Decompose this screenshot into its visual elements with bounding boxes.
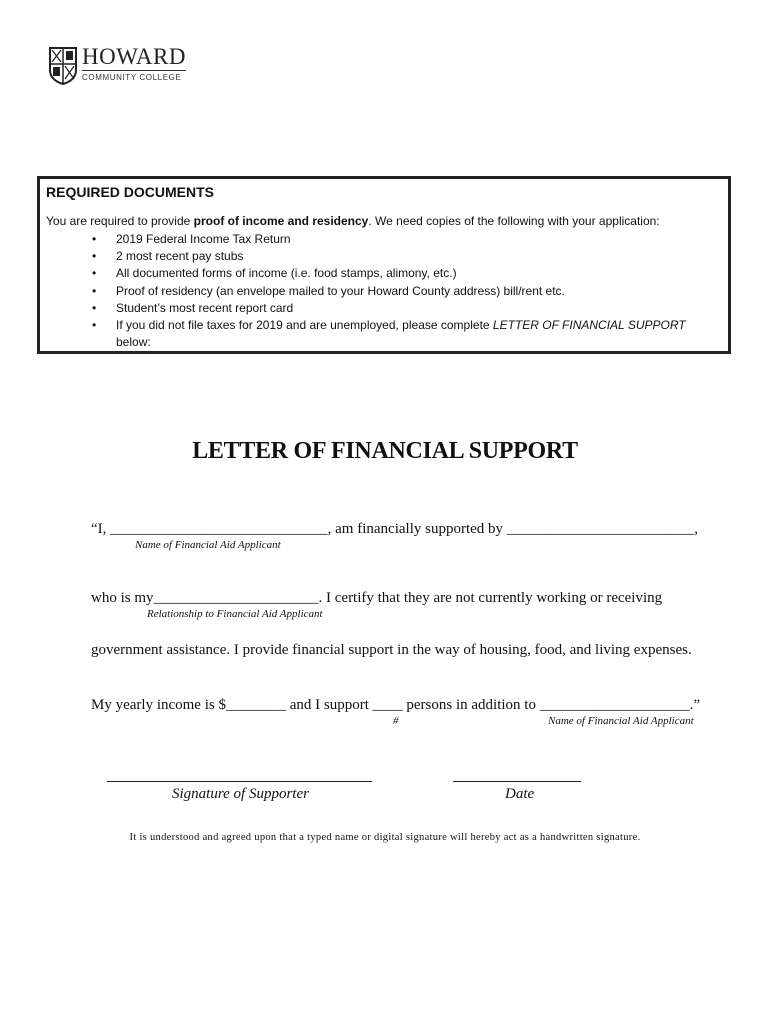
date-label: Date xyxy=(505,786,535,802)
supporter-signature-label: Signature of Supporter xyxy=(172,786,309,802)
logo-subtitle: COMMUNITY COLLEGE xyxy=(82,70,186,82)
caption-persons-count: # xyxy=(393,715,399,727)
list-item: • If you did not file taxes for 2019 and are unemployed, please complete LETTER OF FINANCIAL SUPPORT below: xyxy=(92,318,686,350)
list-item: • 2 most recent pay stubs xyxy=(92,249,244,264)
required-documents-list xyxy=(92,231,686,351)
logo-name: HOWARD xyxy=(82,44,186,69)
supporter-signature-line xyxy=(107,781,372,782)
signature-disclaimer: It is understood and agreed upon that a typed name or digital signature will hereby act as a handwritten signature. xyxy=(129,832,641,843)
required-documents-box xyxy=(37,176,731,354)
list-item: • 2019 Federal Income Tax Return xyxy=(92,232,291,246)
date-line xyxy=(453,781,581,782)
list-item: • Student’s most recent report card xyxy=(92,300,294,315)
letter-title: LETTER OF FINANCIAL SUPPORT xyxy=(192,438,578,464)
caption-applicant-name-2: Name of Financial Aid Applicant xyxy=(548,715,694,727)
letter-line-1: “I, _____________________________, am financially supported by _________________________, xyxy=(91,521,699,537)
letter-line-3: government assistance. I provide financial support in the way of housing, food, and living expenses. xyxy=(91,642,692,658)
shield-crest-icon xyxy=(48,46,78,86)
letter-line-4: My yearly income is $________ and I support ____ persons in addition to ____________________.” xyxy=(91,697,701,713)
list-item: • Proof of residency (an envelope mailed to your Howard County address) bill/rent etc. xyxy=(92,283,565,298)
college-logo xyxy=(48,46,186,86)
list-item: • All documented forms of income (i.e. food stamps, alimony, etc.) xyxy=(92,266,457,281)
required-documents-intro: You are required to provide proof of income and residency. We need copies of the following with your application: xyxy=(46,214,660,228)
caption-applicant-name: Name of Financial Aid Applicant xyxy=(135,539,281,551)
letter-line-2: who is my______________________. I certify that they are not currently working or receiving xyxy=(91,590,663,606)
caption-relationship: Relationship to Financial Aid Applicant xyxy=(147,608,323,620)
required-documents-title: REQUIRED DOCUMENTS xyxy=(46,184,215,200)
